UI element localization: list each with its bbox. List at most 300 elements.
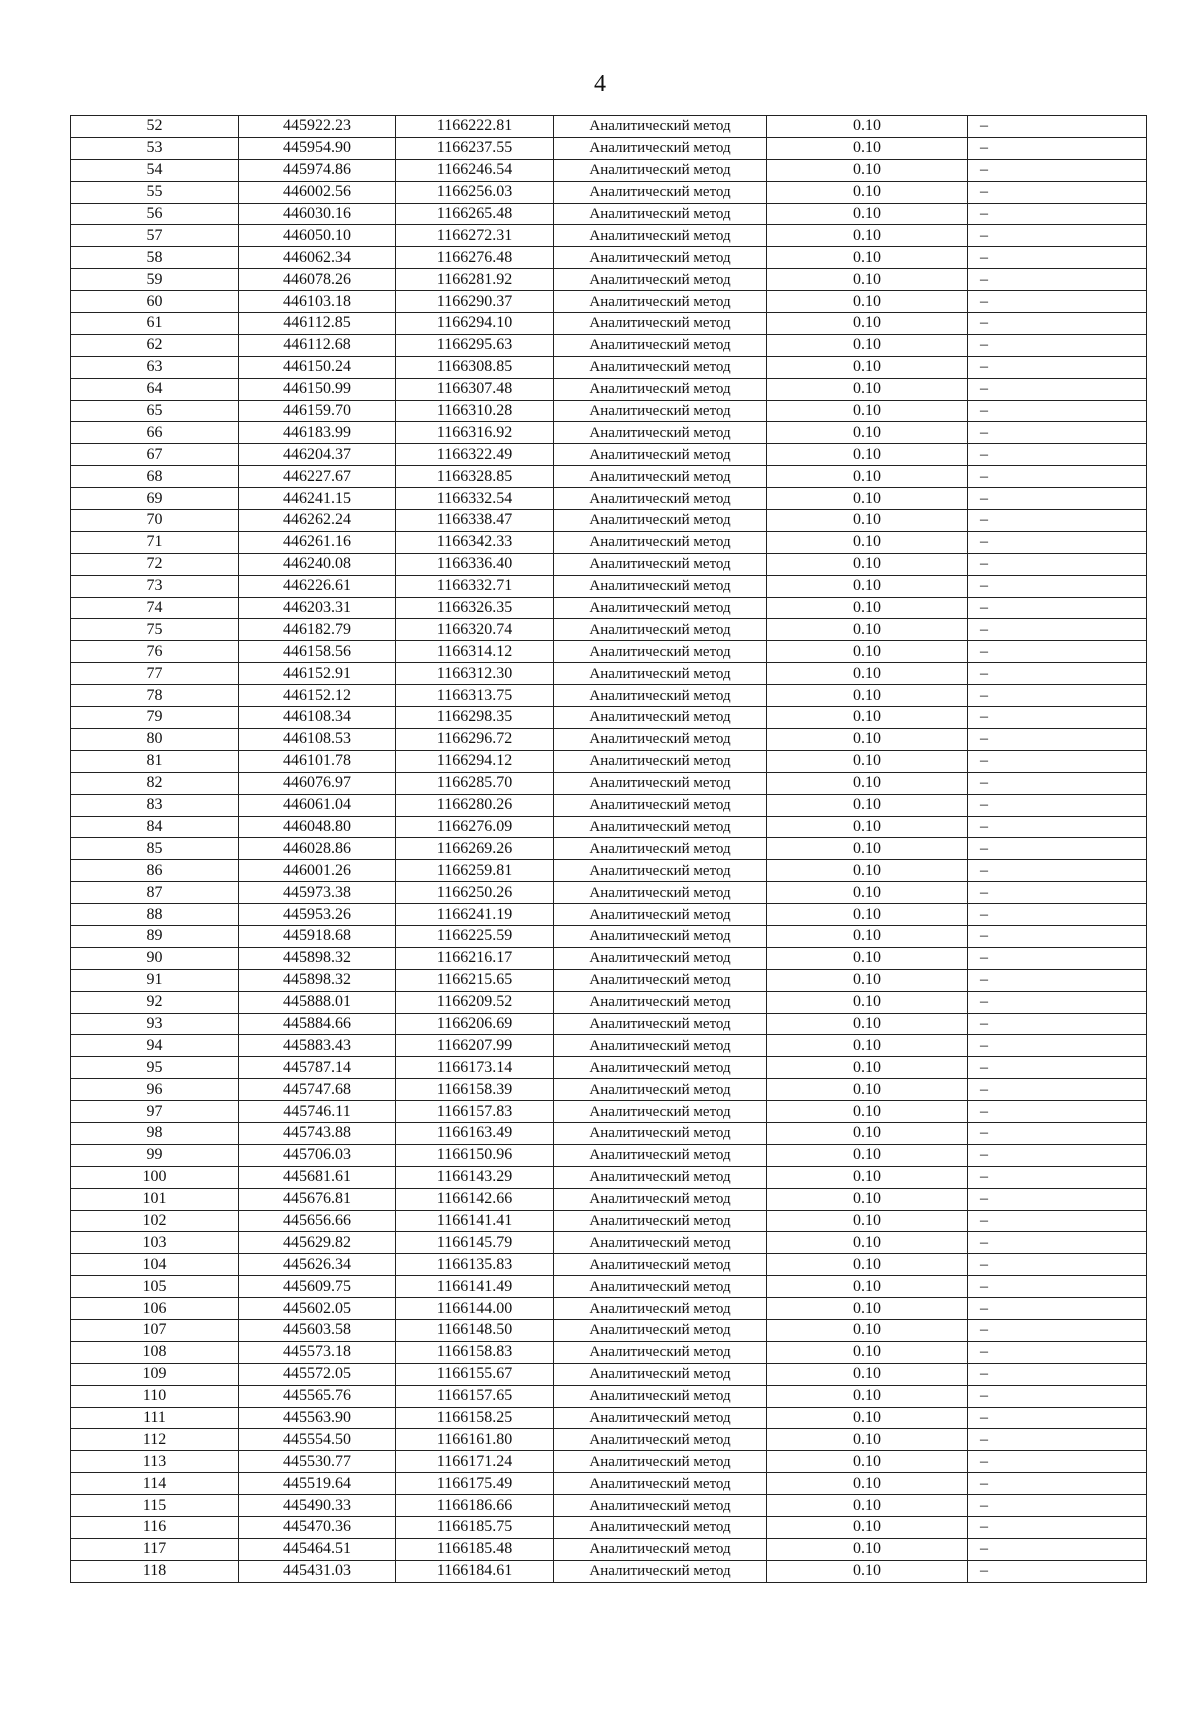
- cell-y-coordinate: 1166312.30: [396, 663, 554, 685]
- table-row: [71, 269, 1147, 291]
- cell-x-coordinate: 446078.26: [239, 269, 396, 291]
- cell-x-coordinate: 445743.88: [239, 1122, 396, 1144]
- cell-method: Аналитический метод: [554, 137, 767, 159]
- table-row: [71, 1451, 1147, 1473]
- cell-accuracy: 0.10: [767, 1363, 968, 1385]
- cell-method: Аналитический метод: [554, 1298, 767, 1320]
- cell-y-coordinate: 1166314.12: [396, 641, 554, 663]
- cell-x-coordinate: 445629.82: [239, 1232, 396, 1254]
- cell-y-coordinate: 1166342.33: [396, 531, 554, 553]
- cell-x-coordinate: 445431.03: [239, 1560, 396, 1582]
- table-row: [71, 816, 1147, 838]
- cell-point-number: 115: [71, 1495, 239, 1517]
- cell-y-coordinate: 1166145.79: [396, 1232, 554, 1254]
- table-row: [71, 400, 1147, 422]
- cell-method: Аналитический метод: [554, 882, 767, 904]
- cell-method: Аналитический метод: [554, 1276, 767, 1298]
- cell-y-coordinate: 1166186.66: [396, 1495, 554, 1517]
- cell-note: –: [968, 247, 1147, 269]
- cell-accuracy: 0.10: [767, 1341, 968, 1363]
- table-row: [71, 1363, 1147, 1385]
- table-row: [71, 159, 1147, 181]
- cell-x-coordinate: 446158.56: [239, 641, 396, 663]
- cell-accuracy: 0.10: [767, 1013, 968, 1035]
- cell-accuracy: 0.10: [767, 728, 968, 750]
- cell-x-coordinate: 446112.68: [239, 334, 396, 356]
- cell-x-coordinate: 445974.86: [239, 159, 396, 181]
- cell-y-coordinate: 1166184.61: [396, 1560, 554, 1582]
- cell-y-coordinate: 1166148.50: [396, 1319, 554, 1341]
- cell-x-coordinate: 446062.34: [239, 247, 396, 269]
- cell-note: –: [968, 356, 1147, 378]
- cell-method: Аналитический метод: [554, 772, 767, 794]
- cell-point-number: 82: [71, 772, 239, 794]
- cell-point-number: 74: [71, 597, 239, 619]
- table-row: [71, 1538, 1147, 1560]
- table-row: [71, 904, 1147, 926]
- cell-x-coordinate: 445747.68: [239, 1079, 396, 1101]
- cell-point-number: 113: [71, 1451, 239, 1473]
- cell-point-number: 101: [71, 1188, 239, 1210]
- cell-accuracy: 0.10: [767, 1057, 968, 1079]
- cell-method: Аналитический метод: [554, 531, 767, 553]
- cell-method: Аналитический метод: [554, 488, 767, 510]
- cell-method: Аналитический метод: [554, 269, 767, 291]
- cell-x-coordinate: 445626.34: [239, 1254, 396, 1276]
- cell-x-coordinate: 446150.99: [239, 378, 396, 400]
- cell-point-number: 118: [71, 1560, 239, 1582]
- cell-note: –: [968, 1319, 1147, 1341]
- table-row: [71, 619, 1147, 641]
- cell-accuracy: 0.10: [767, 1538, 968, 1560]
- cell-note: –: [968, 1538, 1147, 1560]
- cell-accuracy: 0.10: [767, 838, 968, 860]
- table-row: [71, 137, 1147, 159]
- cell-x-coordinate: 446002.56: [239, 181, 396, 203]
- cell-method: Аналитический метод: [554, 1166, 767, 1188]
- cell-x-coordinate: 445888.01: [239, 991, 396, 1013]
- table-row: [71, 1385, 1147, 1407]
- cell-accuracy: 0.10: [767, 422, 968, 444]
- cell-note: –: [968, 1035, 1147, 1057]
- cell-accuracy: 0.10: [767, 619, 968, 641]
- cell-point-number: 88: [71, 904, 239, 926]
- table-row: [71, 510, 1147, 532]
- cell-method: Аналитический метод: [554, 291, 767, 313]
- cell-point-number: 116: [71, 1517, 239, 1539]
- cell-y-coordinate: 1166332.71: [396, 575, 554, 597]
- cell-point-number: 55: [71, 181, 239, 203]
- cell-y-coordinate: 1166175.49: [396, 1473, 554, 1495]
- table-row: [71, 466, 1147, 488]
- cell-accuracy: 0.10: [767, 247, 968, 269]
- cell-point-number: 91: [71, 969, 239, 991]
- table-row: [71, 882, 1147, 904]
- table-row: [71, 707, 1147, 729]
- cell-accuracy: 0.10: [767, 1101, 968, 1123]
- cell-accuracy: 0.10: [767, 1407, 968, 1429]
- cell-x-coordinate: 445656.66: [239, 1210, 396, 1232]
- cell-note: –: [968, 707, 1147, 729]
- cell-note: –: [968, 137, 1147, 159]
- cell-note: –: [968, 1057, 1147, 1079]
- table-row: [71, 925, 1147, 947]
- cell-accuracy: 0.10: [767, 203, 968, 225]
- cell-x-coordinate: 446159.70: [239, 400, 396, 422]
- cell-x-coordinate: 445573.18: [239, 1341, 396, 1363]
- cell-y-coordinate: 1166143.29: [396, 1166, 554, 1188]
- cell-point-number: 100: [71, 1166, 239, 1188]
- cell-y-coordinate: 1166295.63: [396, 334, 554, 356]
- cell-point-number: 76: [71, 641, 239, 663]
- cell-note: –: [968, 378, 1147, 400]
- cell-accuracy: 0.10: [767, 1319, 968, 1341]
- table-row: [71, 772, 1147, 794]
- cell-note: –: [968, 444, 1147, 466]
- cell-note: –: [968, 1560, 1147, 1582]
- cell-note: –: [968, 663, 1147, 685]
- cell-x-coordinate: 445603.58: [239, 1319, 396, 1341]
- cell-point-number: 84: [71, 816, 239, 838]
- cell-x-coordinate: 446028.86: [239, 838, 396, 860]
- cell-x-coordinate: 446262.24: [239, 510, 396, 532]
- cell-x-coordinate: 445706.03: [239, 1144, 396, 1166]
- cell-y-coordinate: 1166336.40: [396, 553, 554, 575]
- cell-accuracy: 0.10: [767, 1166, 968, 1188]
- cell-method: Аналитический метод: [554, 1254, 767, 1276]
- cell-x-coordinate: 445954.90: [239, 137, 396, 159]
- cell-point-number: 59: [71, 269, 239, 291]
- cell-method: Аналитический метод: [554, 947, 767, 969]
- coordinates-table: [70, 115, 1147, 1583]
- cell-point-number: 103: [71, 1232, 239, 1254]
- table-row: [71, 422, 1147, 444]
- cell-y-coordinate: 1166280.26: [396, 794, 554, 816]
- cell-method: Аналитический метод: [554, 750, 767, 772]
- cell-note: –: [968, 882, 1147, 904]
- cell-accuracy: 0.10: [767, 969, 968, 991]
- table-row: [71, 1122, 1147, 1144]
- cell-method: Аналитический метод: [554, 334, 767, 356]
- cell-y-coordinate: 1166307.48: [396, 378, 554, 400]
- cell-accuracy: 0.10: [767, 597, 968, 619]
- cell-method: Аналитический метод: [554, 1319, 767, 1341]
- cell-method: Аналитический метод: [554, 444, 767, 466]
- cell-accuracy: 0.10: [767, 882, 968, 904]
- cell-point-number: 81: [71, 750, 239, 772]
- table-row: [71, 1232, 1147, 1254]
- cell-accuracy: 0.10: [767, 860, 968, 882]
- table-row: [71, 860, 1147, 882]
- cell-method: Аналитический метод: [554, 1363, 767, 1385]
- cell-point-number: 94: [71, 1035, 239, 1057]
- cell-method: Аналитический метод: [554, 116, 767, 138]
- cell-point-number: 110: [71, 1385, 239, 1407]
- cell-y-coordinate: 1166285.70: [396, 772, 554, 794]
- cell-method: Аналитический метод: [554, 1473, 767, 1495]
- cell-y-coordinate: 1166173.14: [396, 1057, 554, 1079]
- cell-y-coordinate: 1166215.65: [396, 969, 554, 991]
- cell-point-number: 68: [71, 466, 239, 488]
- cell-method: Аналитический метод: [554, 1144, 767, 1166]
- cell-note: –: [968, 969, 1147, 991]
- cell-y-coordinate: 1166158.39: [396, 1079, 554, 1101]
- cell-x-coordinate: 445490.33: [239, 1495, 396, 1517]
- cell-point-number: 78: [71, 685, 239, 707]
- cell-y-coordinate: 1166141.49: [396, 1276, 554, 1298]
- cell-point-number: 65: [71, 400, 239, 422]
- cell-accuracy: 0.10: [767, 510, 968, 532]
- cell-point-number: 79: [71, 707, 239, 729]
- table-row: [71, 1057, 1147, 1079]
- cell-y-coordinate: 1166141.41: [396, 1210, 554, 1232]
- cell-point-number: 117: [71, 1538, 239, 1560]
- cell-note: –: [968, 904, 1147, 926]
- cell-note: –: [968, 291, 1147, 313]
- table-row: [71, 334, 1147, 356]
- cell-x-coordinate: 446150.24: [239, 356, 396, 378]
- cell-note: –: [968, 1517, 1147, 1539]
- cell-point-number: 80: [71, 728, 239, 750]
- cell-point-number: 93: [71, 1013, 239, 1035]
- cell-y-coordinate: 1166185.48: [396, 1538, 554, 1560]
- table-row: [71, 794, 1147, 816]
- cell-accuracy: 0.10: [767, 356, 968, 378]
- table-row: [71, 1560, 1147, 1582]
- cell-x-coordinate: 446182.79: [239, 619, 396, 641]
- cell-method: Аналитический метод: [554, 356, 767, 378]
- cell-point-number: 72: [71, 553, 239, 575]
- cell-y-coordinate: 1166206.69: [396, 1013, 554, 1035]
- cell-point-number: 67: [71, 444, 239, 466]
- cell-y-coordinate: 1166294.10: [396, 313, 554, 335]
- cell-accuracy: 0.10: [767, 159, 968, 181]
- cell-note: –: [968, 1495, 1147, 1517]
- cell-note: –: [968, 925, 1147, 947]
- cell-y-coordinate: 1166290.37: [396, 291, 554, 313]
- cell-x-coordinate: 446101.78: [239, 750, 396, 772]
- cell-y-coordinate: 1166158.25: [396, 1407, 554, 1429]
- cell-accuracy: 0.10: [767, 1495, 968, 1517]
- cell-accuracy: 0.10: [767, 137, 968, 159]
- cell-accuracy: 0.10: [767, 1188, 968, 1210]
- cell-note: –: [968, 728, 1147, 750]
- cell-point-number: 56: [71, 203, 239, 225]
- cell-y-coordinate: 1166207.99: [396, 1035, 554, 1057]
- cell-y-coordinate: 1166185.75: [396, 1517, 554, 1539]
- table-row: [71, 531, 1147, 553]
- table-row: [71, 1188, 1147, 1210]
- cell-point-number: 53: [71, 137, 239, 159]
- cell-x-coordinate: 446204.37: [239, 444, 396, 466]
- cell-accuracy: 0.10: [767, 794, 968, 816]
- cell-accuracy: 0.10: [767, 1144, 968, 1166]
- cell-x-coordinate: 446183.99: [239, 422, 396, 444]
- cell-y-coordinate: 1166338.47: [396, 510, 554, 532]
- cell-y-coordinate: 1166163.49: [396, 1122, 554, 1144]
- cell-accuracy: 0.10: [767, 531, 968, 553]
- cell-method: Аналитический метод: [554, 1495, 767, 1517]
- table-row: [71, 553, 1147, 575]
- cell-note: –: [968, 1079, 1147, 1101]
- cell-x-coordinate: 446227.67: [239, 466, 396, 488]
- cell-y-coordinate: 1166269.26: [396, 838, 554, 860]
- cell-x-coordinate: 445519.64: [239, 1473, 396, 1495]
- cell-y-coordinate: 1166237.55: [396, 137, 554, 159]
- table-row: [71, 641, 1147, 663]
- cell-method: Аналитический метод: [554, 1035, 767, 1057]
- cell-method: Аналитический метод: [554, 247, 767, 269]
- cell-x-coordinate: 445922.23: [239, 116, 396, 138]
- table-row: [71, 1341, 1147, 1363]
- cell-method: Аналитический метод: [554, 378, 767, 400]
- cell-x-coordinate: 446108.53: [239, 728, 396, 750]
- page-number: 4: [594, 71, 606, 97]
- cell-accuracy: 0.10: [767, 334, 968, 356]
- cell-accuracy: 0.10: [767, 772, 968, 794]
- cell-method: Аналитический метод: [554, 728, 767, 750]
- cell-point-number: 108: [71, 1341, 239, 1363]
- cell-point-number: 52: [71, 116, 239, 138]
- cell-point-number: 85: [71, 838, 239, 860]
- table-row: [71, 1166, 1147, 1188]
- cell-method: Аналитический метод: [554, 1057, 767, 1079]
- cell-x-coordinate: 445563.90: [239, 1407, 396, 1429]
- cell-accuracy: 0.10: [767, 553, 968, 575]
- cell-method: Аналитический метод: [554, 969, 767, 991]
- cell-note: –: [968, 1210, 1147, 1232]
- cell-y-coordinate: 1166209.52: [396, 991, 554, 1013]
- cell-method: Аналитический метод: [554, 991, 767, 1013]
- cell-method: Аналитический метод: [554, 422, 767, 444]
- cell-y-coordinate: 1166250.26: [396, 882, 554, 904]
- cell-note: –: [968, 334, 1147, 356]
- cell-accuracy: 0.10: [767, 663, 968, 685]
- cell-note: –: [968, 750, 1147, 772]
- cell-note: –: [968, 794, 1147, 816]
- cell-y-coordinate: 1166157.65: [396, 1385, 554, 1407]
- cell-note: –: [968, 772, 1147, 794]
- cell-method: Аналитический метод: [554, 203, 767, 225]
- cell-y-coordinate: 1166276.09: [396, 816, 554, 838]
- cell-point-number: 69: [71, 488, 239, 510]
- cell-y-coordinate: 1166320.74: [396, 619, 554, 641]
- cell-x-coordinate: 446030.16: [239, 203, 396, 225]
- table-row: [71, 1144, 1147, 1166]
- cell-x-coordinate: 446108.34: [239, 707, 396, 729]
- cell-point-number: 66: [71, 422, 239, 444]
- table-row: [71, 203, 1147, 225]
- cell-y-coordinate: 1166322.49: [396, 444, 554, 466]
- cell-note: –: [968, 531, 1147, 553]
- cell-x-coordinate: 446103.18: [239, 291, 396, 313]
- cell-method: Аналитический метод: [554, 860, 767, 882]
- cell-method: Аналитический метод: [554, 575, 767, 597]
- cell-note: –: [968, 1144, 1147, 1166]
- cell-method: Аналитический метод: [554, 1429, 767, 1451]
- cell-point-number: 71: [71, 531, 239, 553]
- cell-method: Аналитический метод: [554, 1451, 767, 1473]
- cell-accuracy: 0.10: [767, 466, 968, 488]
- table-row: [71, 1276, 1147, 1298]
- cell-method: Аналитический метод: [554, 597, 767, 619]
- cell-note: –: [968, 1122, 1147, 1144]
- cell-y-coordinate: 1166310.28: [396, 400, 554, 422]
- cell-x-coordinate: 446152.91: [239, 663, 396, 685]
- cell-note: –: [968, 510, 1147, 532]
- cell-accuracy: 0.10: [767, 291, 968, 313]
- table-row: [71, 728, 1147, 750]
- table-row: [71, 488, 1147, 510]
- cell-method: Аналитический метод: [554, 1385, 767, 1407]
- cell-x-coordinate: 445884.66: [239, 1013, 396, 1035]
- cell-note: –: [968, 1341, 1147, 1363]
- cell-x-coordinate: 445898.32: [239, 969, 396, 991]
- table-row: [71, 1517, 1147, 1539]
- cell-point-number: 89: [71, 925, 239, 947]
- table-row: [71, 663, 1147, 685]
- cell-note: –: [968, 1385, 1147, 1407]
- cell-method: Аналитический метод: [554, 816, 767, 838]
- cell-y-coordinate: 1166158.83: [396, 1341, 554, 1363]
- cell-point-number: 77: [71, 663, 239, 685]
- cell-note: –: [968, 1473, 1147, 1495]
- cell-accuracy: 0.10: [767, 313, 968, 335]
- cell-accuracy: 0.10: [767, 707, 968, 729]
- cell-accuracy: 0.10: [767, 488, 968, 510]
- table-row: [71, 947, 1147, 969]
- cell-accuracy: 0.10: [767, 1079, 968, 1101]
- cell-point-number: 63: [71, 356, 239, 378]
- cell-accuracy: 0.10: [767, 1276, 968, 1298]
- cell-accuracy: 0.10: [767, 181, 968, 203]
- cell-y-coordinate: 1166328.85: [396, 466, 554, 488]
- cell-note: –: [968, 597, 1147, 619]
- cell-method: Аналитический метод: [554, 925, 767, 947]
- cell-note: –: [968, 400, 1147, 422]
- cell-accuracy: 0.10: [767, 400, 968, 422]
- cell-point-number: 54: [71, 159, 239, 181]
- cell-x-coordinate: 446001.26: [239, 860, 396, 882]
- cell-x-coordinate: 445953.26: [239, 904, 396, 926]
- cell-point-number: 95: [71, 1057, 239, 1079]
- cell-point-number: 97: [71, 1101, 239, 1123]
- cell-note: –: [968, 1407, 1147, 1429]
- cell-x-coordinate: 446112.85: [239, 313, 396, 335]
- cell-note: –: [968, 181, 1147, 203]
- cell-accuracy: 0.10: [767, 904, 968, 926]
- cell-method: Аналитический метод: [554, 1101, 767, 1123]
- cell-y-coordinate: 1166135.83: [396, 1254, 554, 1276]
- cell-accuracy: 0.10: [767, 1298, 968, 1320]
- cell-method: Аналитический метод: [554, 1560, 767, 1582]
- table-row: [71, 378, 1147, 400]
- cell-accuracy: 0.10: [767, 1451, 968, 1473]
- cell-x-coordinate: 446061.04: [239, 794, 396, 816]
- cell-accuracy: 0.10: [767, 641, 968, 663]
- cell-accuracy: 0.10: [767, 1473, 968, 1495]
- cell-accuracy: 0.10: [767, 1035, 968, 1057]
- cell-note: –: [968, 116, 1147, 138]
- cell-note: –: [968, 1101, 1147, 1123]
- cell-method: Аналитический метод: [554, 1122, 767, 1144]
- cell-x-coordinate: 445554.50: [239, 1429, 396, 1451]
- cell-x-coordinate: 445464.51: [239, 1538, 396, 1560]
- cell-y-coordinate: 1166276.48: [396, 247, 554, 269]
- cell-accuracy: 0.10: [767, 991, 968, 1013]
- cell-note: –: [968, 1166, 1147, 1188]
- cell-y-coordinate: 1166161.80: [396, 1429, 554, 1451]
